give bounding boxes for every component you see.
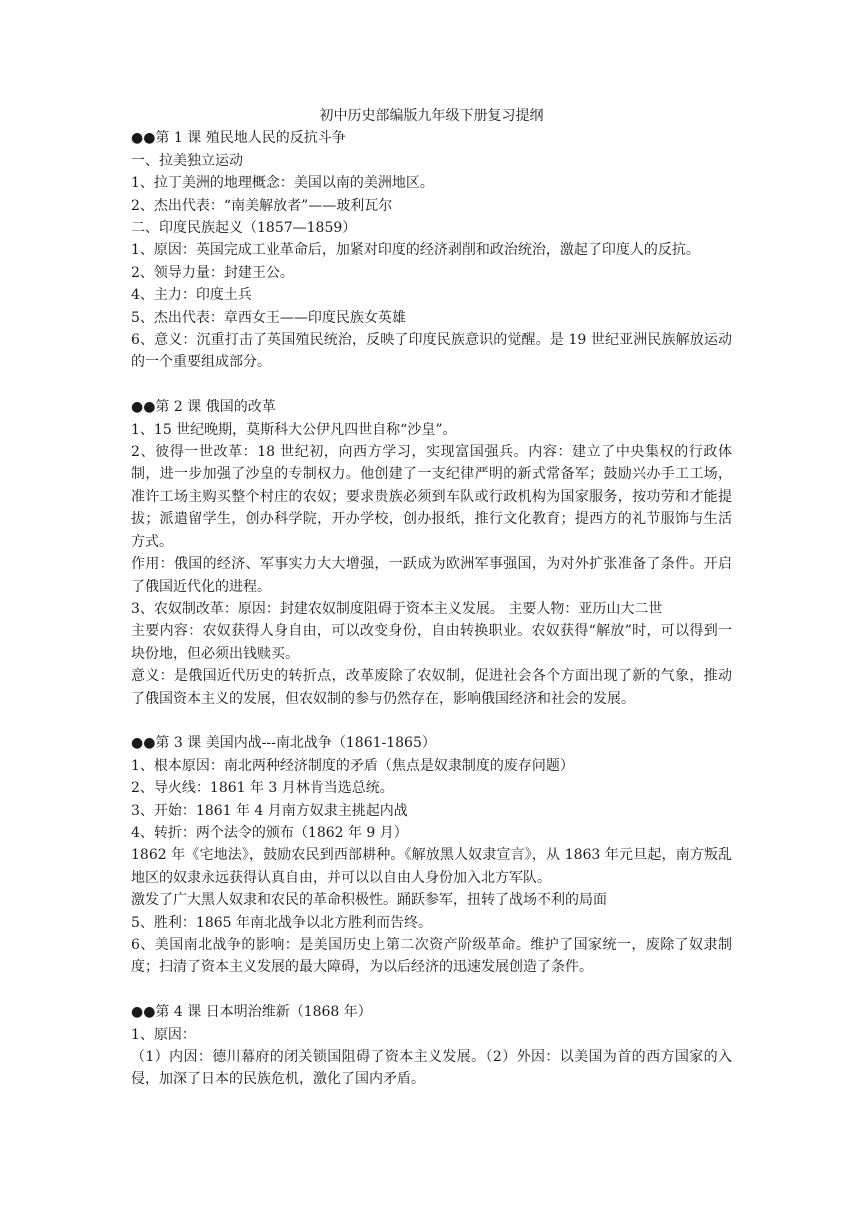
lesson-1-line: 5、杰出代表：章西女王——印度民族女英雄 bbox=[131, 309, 406, 326]
lesson-3-line: 1、根本原因：南北两种经济制度的矛盾（焦点是奴隶制度的废存问题） bbox=[131, 757, 574, 774]
lesson-1-line: 一、拉美独立运动 bbox=[131, 152, 243, 169]
lesson-2-line: 2、彼得一世改革：18 世纪初，向西方学习，实现富国强兵。内容：建立了中央集权的行政体制，进一步加强了沙皇的专制权力。他创建了一支纪律严明的新式常备军；鼓励兴办手工工场，准许工场主购买整个村庄的农奴；要求贵族必须到车队或行政机构为国家服务，按功劳和才能提拔；派遣留学生，创办科学院，开办学校，创办报纸，推行文化教育；提西方的礼节服饰与生活方式。 bbox=[131, 444, 732, 550]
lesson-1-line: 2、领导力量：封建王公。 bbox=[131, 264, 294, 281]
section-spacer bbox=[131, 979, 732, 1001]
lesson-2-line: 1、15 世纪晚期，莫斯科大公伊凡四世自称“沙皇”。 bbox=[131, 421, 457, 438]
lesson-3-line: 5、胜利：1865 年南北战争以北方胜利而告终。 bbox=[131, 914, 432, 931]
lesson-2-line: 意义：是俄国近代历史的转折点，改革废除了农奴制，促进社会各个方面出现了新的气象，推动了俄国资本主义的发展，但农奴制的参与仍然存在，影响俄国经济和社会的发展。 bbox=[131, 668, 732, 707]
lesson-2-line: 作用：俄国的经济、军事实力大大增强，一跃成为欧洲军事强国，为对外扩张准备了条件。开启了俄国近代化的进程。 bbox=[131, 556, 732, 595]
lesson-1-section bbox=[131, 127, 732, 373]
section-spacer bbox=[131, 710, 732, 732]
lesson-3-line: 2、导火线：1861 年 3 月林肯当选总统。 bbox=[131, 780, 394, 797]
lesson-4-heading: ●●第 4 课 日本明治维新（1868 年） bbox=[131, 1004, 372, 1021]
lesson-3-line: 激发了广大黑人奴隶和农民的革命积极性。踊跃参军，扭转了战场不利的局面 bbox=[131, 892, 607, 909]
lesson-2-section bbox=[131, 396, 732, 710]
lesson-3-line: 6、美国南北战争的影响：是美国历史上第二次资产阶级革命。维护了国家统一，废除了奴隶制度；扫清了资本主义发展的最大障碍，为以后经济的迅速发展创造了条件。 bbox=[131, 937, 732, 976]
section-spacer bbox=[131, 374, 732, 396]
lesson-2-heading: ●●第 2 课 俄国的改革 bbox=[131, 399, 276, 416]
lesson-4-line: 1、原因： bbox=[131, 1026, 196, 1043]
lesson-4-line: （1）内因：德川幕府的闭关锁国阻碍了资本主义发展。（2）外因：以美国为首的西方国家的入侵，加深了日本的民族危机，激化了国内矛盾。 bbox=[131, 1049, 732, 1088]
lesson-2-line: 3、农奴制改革：原因：封建农奴制度阻碍于资本主义发展。 主要人物：亚历山大二世 bbox=[131, 600, 663, 617]
lesson-1-line: 1、原因：英国完成工业革命后，加紧对印度的经济剥削和政治统治，激起了印度人的反抗。 bbox=[131, 242, 700, 259]
document-title: 初中历史部编版九年级下册复习提纲 bbox=[319, 108, 544, 124]
lesson-4-section bbox=[131, 1001, 732, 1091]
lesson-3-heading: ●●第 3 课 美国内战---南北战争（1861-1865） bbox=[131, 735, 436, 752]
lesson-3-line: 3、开始：1861 年 4 月南方奴隶主挑起内战 bbox=[131, 802, 408, 819]
lesson-1-line: 6、意义：沉重打击了英国殖民统治，反映了印度民族意识的觉醒。是 19 世纪亚洲民族解放运动的一个重要组成部分。 bbox=[131, 332, 732, 371]
lesson-1-line: 4、主力：印度土兵 bbox=[131, 287, 252, 304]
lesson-3-section bbox=[131, 732, 732, 978]
lesson-1-heading: ●●第 1 课 殖民地人民的反抗斗争 bbox=[131, 130, 346, 147]
lesson-3-line: 4、转折：两个法令的颁布（1862 年 9 月） bbox=[131, 824, 408, 841]
lesson-1-line: 二、印度民族起义（1857—1859） bbox=[131, 220, 357, 237]
lesson-2-line: 主要内容：农奴获得人身自由，可以改变身份，自由转换职业。农奴获得“解放”时，可以得到一块份地，但必须出钱赎买。 bbox=[131, 623, 732, 662]
lesson-1-line: 1、拉丁美洲的地理概念：美国以南的美洲地区。 bbox=[131, 175, 434, 192]
lesson-1-line: 2、杰出代表：“南美解放者”——玻利瓦尔 bbox=[131, 197, 393, 214]
lesson-3-line: 1862 年《宅地法》，鼓励农民到西部耕种。《解放黑人奴隶宣言》，从 1863 年元旦起，南方叛乱地区的奴隶永远获得认真自由，并可以以自由人身份加入北方军队。 bbox=[131, 847, 732, 886]
